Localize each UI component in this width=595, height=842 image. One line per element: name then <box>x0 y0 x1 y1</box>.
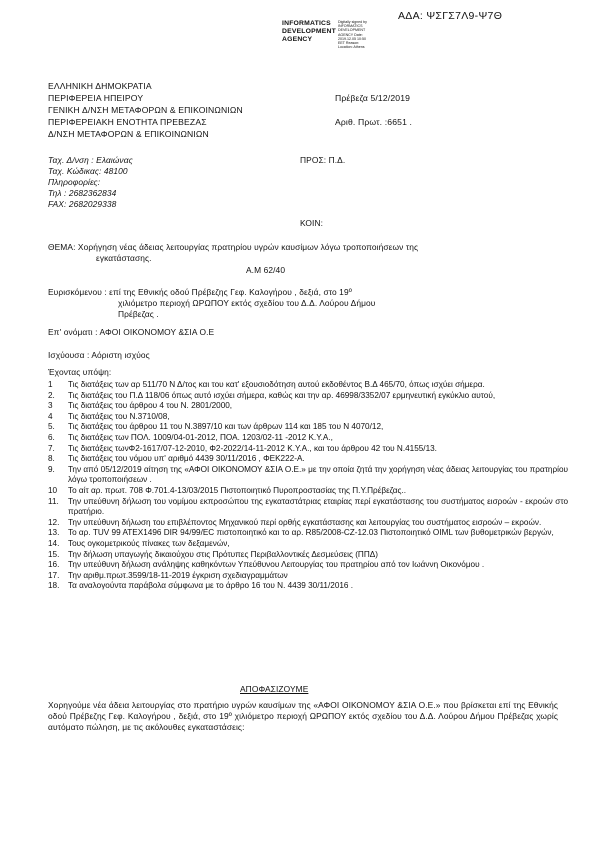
header-line: ΠΕΡΙΦΕΡΕΙΑΚΗ ΕΝΟΤΗΤΑ ΠΡΕΒΕΖΑΣ <box>48 117 207 127</box>
logo-words <box>282 20 336 44</box>
item-text: Τις διατάξεις τωνΦ2-1617/07-12-2010, Φ2-2022/14-11-2012 Κ.Υ.Α., και του άρθρου 42 του Ν.4155/13. <box>68 443 437 453</box>
item-number: 10 <box>48 485 58 495</box>
list-item <box>48 454 568 465</box>
owner-name: Επ' ονόματι : ΑΦΟΙ ΟΙΚΟΝΟΜΟΥ &ΣΙΑ Ο.Ε <box>48 327 215 337</box>
list-item <box>48 380 568 391</box>
item-text: Τις διατάξεις των ΠΟΛ. 1009/04-01-2012, ΠΟΑ. 1203/02-11 -2012 Κ.Υ.Α., <box>68 432 333 442</box>
item-number: 18. <box>48 581 60 591</box>
item-text: Την αριθμ.πρωτ.3599/18-11-2019 έγκριση σχεδιαγραμμάτων <box>68 570 288 580</box>
item-text: Τις διατάξεις των αρ 511/70 Ν Δ/τος και του κατ' εξουσιοδότηση αυτού εκδοθέντος Β.Δ 465/70, όπως ισχύει σήμερα. <box>68 380 485 389</box>
list-item <box>48 528 568 539</box>
item-text: Τις διατάξεις του Π.Δ 118/06 όπως αυτό ισχύει σήμερα, καθώς και την αρ. 46998/3352/07 ερμηνευτική εγκύκλιο αυτού, <box>68 390 496 400</box>
list-item <box>48 444 568 455</box>
item-number: 6. <box>48 432 55 442</box>
item-number: 16. <box>48 560 60 570</box>
item-text: Τις διατάξεις του νόμου υπ' αριθμό 4439 30/11/2016 , ΦΕΚ222-Α. <box>68 454 305 464</box>
header-line: Δ/ΝΣΗ ΜΕΤΑΦΟΡΩΝ & ΕΠΙΚΟΙΝΩΝΙΩΝ <box>48 129 209 139</box>
contact-line: Τηλ : 2682362834 <box>48 188 117 198</box>
header-line: ΠΕΡΙΦΕΡΕΙΑ ΗΠΕΙΡΟΥ <box>48 93 144 103</box>
list-item <box>48 412 568 423</box>
list-item <box>48 497 568 518</box>
item-text: Τις διατάξεις του άρθρου 11 του Ν.3897/10 και των άρθρων 114 και 185 του Ν 4070/12, <box>68 422 384 432</box>
item-number: 8. <box>48 454 55 464</box>
item-number: 5. <box>48 422 55 432</box>
item-number: 15. <box>48 549 60 559</box>
koinopoiisi: ΚΟΙΝ: <box>300 218 324 228</box>
item-text: Την υπεύθυνη δήλωση του νομίμου εκπροσώπου της εγκαταστάτριας εταιρίας περί εγκατάστασης του συστήματος εισροών - εκροών στο πρατήριο. <box>68 496 568 517</box>
item-text: Το αρ. TUV 99 ATEX1496 DIR 94/99/EC πιστοποιητικό και το αρ. R85/2008-CZ-12.03 Πιστοποιητικό OIML των βυθομετρικών βεργών, <box>68 528 554 538</box>
item-number: 12. <box>48 517 60 527</box>
item-number: 9. <box>48 464 55 474</box>
item-number: 17. <box>48 570 60 580</box>
item-number: 3 <box>48 401 53 411</box>
list-item <box>48 486 568 497</box>
list-item <box>48 401 568 412</box>
header-line: ΕΛΛΗΝΙΚΗ ΔΗΜΟΚΡΑΤΙΑ <box>48 81 152 91</box>
subject-line-1: ΘΕΜΑ: Χορήγηση νέας άδειας λειτουργίας πρατηρίου υγρών καυσίμων λόγω τροποποιήσεων της <box>48 242 419 252</box>
protocol-number: Αριθ. Πρωτ. :6651 . <box>335 117 413 127</box>
list-item <box>48 571 568 582</box>
contact-line: FAX: 2682029338 <box>48 199 117 209</box>
agency-logo <box>282 20 370 50</box>
subject-line-2: εγκατάστασης. <box>96 253 152 263</box>
authority-header <box>48 80 243 140</box>
list-item <box>48 518 568 529</box>
item-text: Τα αναλογούντα παράβολα σύμφωνα με το άρθρο 16 του Ν. 4439 30/11/2016 . <box>68 581 354 591</box>
item-text: Τις διατάξεις του άρθρου 4 του Ν. 2801/2000, <box>68 401 233 411</box>
recipient: ΠΡΟΣ: Π.Δ. <box>300 155 346 165</box>
item-number: 2. <box>48 390 55 400</box>
list-item <box>48 391 568 402</box>
contact-block <box>48 155 133 210</box>
item-number: 4 <box>48 411 53 421</box>
header-line: ΓΕΝΙΚΗ Δ/ΝΣΗ ΜΕΤΑΦΟΡΩΝ & ΕΠΙΚΟΙΝΩΝΙΩΝ <box>48 105 243 115</box>
item-text: Την υπεύθυνη δήλωση του επιβλέποντος Μηχανικού περί ορθής εγκατάστασης και λειτουργίας του συστήματος εισροών – εκροών. <box>68 517 542 527</box>
decision-paragraph: Χορηγούμε νέα άδεια λειτουργίας στο πρατήριο υγρών καυσίμων της «ΑΦΟΙ ΟΙΚΟΝΟΜΟΥ &ΣΙΑ Ο.Ε.» που βρίσκεται επί της Εθνικής οδού Πρέβεζης Γεφ. Καλογήρου , δεξιά, στο 19º χιλιόμετρο περιοχή ΩΡΩΠΟΥ εκτός σχεδίου του Δ.Δ. Λούρου Δήμου Πρέβεζας χωρίς αυτόματο πώληση, με τις ακόλουθες εγκαταστάσεις: <box>48 700 558 732</box>
logo-word: AGENCY <box>282 36 313 43</box>
considerations-list <box>48 380 568 592</box>
list-item <box>48 433 568 444</box>
decision-heading: ΑΠΟΦΑΣΙΖΟΥΜΕ <box>240 684 309 694</box>
list-item <box>48 581 568 592</box>
item-text: Τους ογκομετρικούς πίνακες των δεξαμενών, <box>68 538 230 548</box>
contact-line: Ταχ. Δ/νση : Ελαιώνας <box>48 155 133 165</box>
item-number: 1 <box>48 380 53 389</box>
document-date: Πρέβεζα 5/12/2019 <box>335 93 411 103</box>
list-item <box>48 560 568 571</box>
list-item <box>48 422 568 433</box>
location-line-1: Ευρισκόμενου : επί της Εθνικής οδού Πρέβεζης Γεφ. Καλογήρου , δεξιά, στο 19º <box>48 287 352 297</box>
item-number: 13. <box>48 528 60 538</box>
item-text: Την από 05/12/2019 αίτηση της «ΑΦΟΙ ΟΙΚΟΝΟΜΟΥ &ΣΙΑ Ο.Ε.» με την οποία ζητά την χορήγηση νέας άδειας λειτουργίας του πρατηρίου λόγω τροποποιήσεων . <box>68 464 568 485</box>
item-text: Την υπεύθυνη δήλωση ανάληψης καθηκόντων Υπεύθυνου Λειτουργίας του πρατηρίου από τον Ιωάννη Οικονόμου . <box>68 560 485 570</box>
contact-line: Πληροφορίες: <box>48 177 101 187</box>
item-text: Την δήλωση υπαγωγής δικαιούχου στις Πρότυπες Περιβαλλοντικές Δεσμεύσεις (ΠΠΔ) <box>68 549 378 559</box>
location-line-2: χιλιόμετρο περιοχή ΩΡΩΠΟΥ εκτός σχεδίου του Δ.Δ. Λούρου Δήμου <box>118 298 376 308</box>
validity: Ισχύουσα : Αόριστη ισχύος <box>48 350 150 360</box>
list-item <box>48 550 568 561</box>
logo-word: DEVELOPMENT <box>282 28 336 35</box>
digital-signature-text: Digitally signed by INFORMATICS DEVELOPMENT AGENCY Date: 2019.12.05 10:50 EET Reason: Location: Athens <box>338 20 367 50</box>
contact-line: Ταχ. Κώδικας: 48100 <box>48 166 128 176</box>
list-item <box>48 465 568 486</box>
item-number: 7. <box>48 443 55 453</box>
ada-code: ΑΔΑ: ΨΣΓΣ7Λ9-Ψ7Θ <box>398 10 503 22</box>
item-number: 11. <box>48 496 59 506</box>
considering-heading: Έχοντας υπόψη: <box>48 367 112 377</box>
item-text: Τις διατάξεις του Ν.3710/08, <box>68 411 170 421</box>
location-line-3: Πρέβεζας . <box>118 309 159 319</box>
list-item <box>48 539 568 550</box>
registry-number: Α.Μ 62/40 <box>246 265 286 275</box>
item-text: Το αίτ αρ. πρωτ. 708 Φ.701.4-13/03/2015 Πιστοποιητικό Πυροπροστασίας της Π.Υ.Πρέβεζας.. <box>68 485 407 495</box>
item-number: 14. <box>48 538 60 548</box>
logo-word: INFORMATICS <box>282 20 331 27</box>
